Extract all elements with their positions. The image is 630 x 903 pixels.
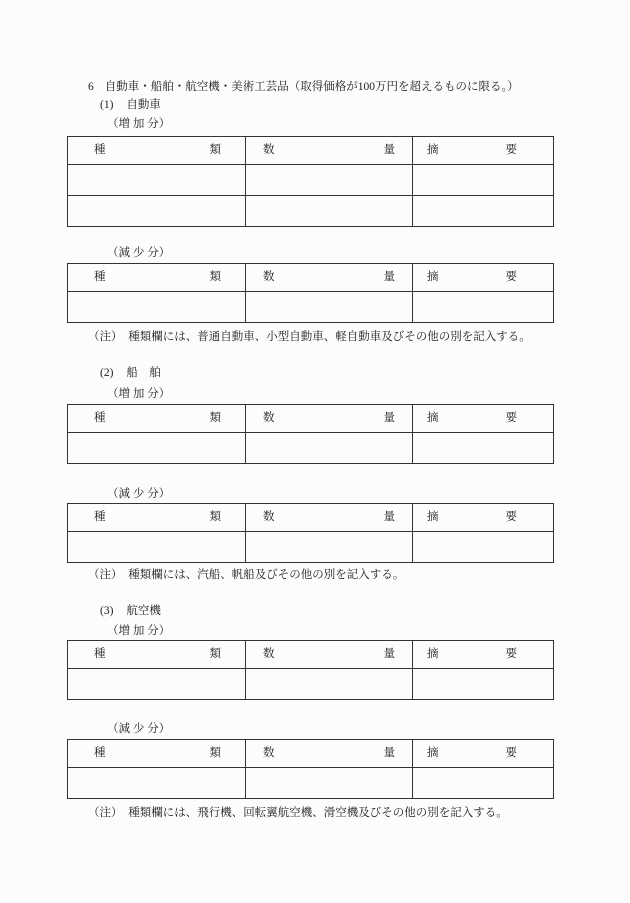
type-cell-empty <box>68 196 246 227</box>
col-header-type-left: 種 <box>94 648 106 660</box>
type-cell-empty <box>68 165 246 196</box>
aircraft-decrease-table <box>67 739 554 799</box>
col-header-type-right: 類 <box>209 144 221 156</box>
table-header-row <box>68 405 554 433</box>
type-cell-empty <box>68 433 246 464</box>
type-cell-empty <box>68 768 246 799</box>
subsection-title-cars <box>100 98 161 113</box>
col-header-quantity <box>246 405 413 433</box>
table-row <box>68 669 554 700</box>
remarks-cell-empty <box>413 669 554 700</box>
quantity-cell-empty <box>246 292 413 323</box>
col-header-remarks-right: 要 <box>505 271 517 283</box>
col-header-quantity-left: 数 <box>263 271 275 283</box>
increase-label-cars: （増 加 分） <box>107 118 171 130</box>
table-header-row <box>68 137 554 165</box>
remarks-cell-empty <box>413 768 554 799</box>
col-header-type <box>68 137 246 165</box>
type-cell-empty <box>68 532 246 563</box>
subsection-title-aircraft <box>100 604 161 619</box>
subsection-name: 航空機 <box>126 605 161 617</box>
col-header-remarks-left: 摘 <box>427 648 439 660</box>
col-header-quantity <box>246 137 413 165</box>
note-aircraft: （注） 種類欄には、飛行機、回転翼航空機、滑空機及びその他の別を記入する。 <box>88 807 508 819</box>
note-ships: （注） 種類欄には、汽船、帆船及びその他の別を記入する。 <box>88 569 405 581</box>
section-heading-number: 6 <box>88 81 94 93</box>
col-header-type <box>68 641 246 669</box>
col-header-quantity-left: 数 <box>263 144 275 156</box>
table-row <box>68 532 554 563</box>
aircraft-increase-table <box>67 640 554 700</box>
col-header-quantity <box>246 641 413 669</box>
col-header-quantity-left: 数 <box>263 648 275 660</box>
quantity-cell-empty <box>246 196 413 227</box>
col-header-remarks <box>413 740 554 768</box>
subsection-name: 自動車 <box>126 99 161 111</box>
ships-increase-table <box>67 404 554 464</box>
col-header-remarks-right: 要 <box>505 511 517 523</box>
col-header-type-right: 類 <box>209 412 221 424</box>
col-header-quantity <box>246 264 413 292</box>
cars-increase-table <box>67 136 554 227</box>
col-header-type-left: 種 <box>94 747 106 759</box>
col-header-remarks-right: 要 <box>505 648 517 660</box>
quantity-cell-empty <box>246 669 413 700</box>
col-header-quantity-left: 数 <box>263 412 275 424</box>
col-header-remarks <box>413 504 554 532</box>
subsection-number: (3) <box>100 605 114 617</box>
decrease-label-aircraft: （減 少 分） <box>107 723 171 735</box>
col-header-quantity-right: 量 <box>383 511 395 523</box>
col-header-remarks <box>413 641 554 669</box>
col-header-quantity-left: 数 <box>263 747 275 759</box>
col-header-remarks-right: 要 <box>505 412 517 424</box>
type-cell-empty <box>68 292 246 323</box>
section-heading-text: 自動車・船舶・航空機・美術工芸品（取得価格が100万円を超えるものに限る。） <box>104 81 519 93</box>
note-cars: （注） 種類欄には、普通自動車、小型自動車、軽自動車及びその他の別を記入する。 <box>88 331 531 343</box>
remarks-cell-empty <box>413 292 554 323</box>
remarks-cell-empty <box>413 165 554 196</box>
remarks-cell-empty <box>413 532 554 563</box>
col-header-quantity <box>246 740 413 768</box>
quantity-cell-empty <box>246 532 413 563</box>
table-header-row <box>68 264 554 292</box>
subsection-title-ships <box>100 366 161 381</box>
col-header-type-left: 種 <box>94 271 106 283</box>
col-header-type <box>68 264 246 292</box>
col-header-remarks <box>413 264 554 292</box>
col-header-type <box>68 504 246 532</box>
col-header-remarks-left: 摘 <box>427 511 439 523</box>
table-header-row <box>68 641 554 669</box>
quantity-cell-empty <box>246 433 413 464</box>
quantity-cell-empty <box>246 165 413 196</box>
table-header-row <box>68 740 554 768</box>
table-header-row <box>68 504 554 532</box>
table-row <box>68 165 554 196</box>
col-header-type-left: 種 <box>94 511 106 523</box>
subsection-number: (1) <box>100 99 114 111</box>
increase-label-aircraft: （増 加 分） <box>107 625 171 637</box>
col-header-remarks-left: 摘 <box>427 747 439 759</box>
col-header-quantity-right: 量 <box>383 747 395 759</box>
col-header-remarks <box>413 137 554 165</box>
increase-label-ships: （増 加 分） <box>107 388 171 400</box>
col-header-quantity-left: 数 <box>263 511 275 523</box>
ships-decrease-table <box>67 503 554 563</box>
col-header-quantity-right: 量 <box>383 144 395 156</box>
decrease-label-ships: （減 少 分） <box>107 488 171 500</box>
remarks-cell-empty <box>413 433 554 464</box>
col-header-type-right: 類 <box>209 271 221 283</box>
col-header-quantity <box>246 504 413 532</box>
col-header-remarks-left: 摘 <box>427 412 439 424</box>
table-row <box>68 196 554 227</box>
quantity-cell-empty <box>246 768 413 799</box>
decrease-label-cars: （減 少 分） <box>107 247 171 259</box>
table-row <box>68 768 554 799</box>
cars-decrease-table <box>67 263 554 323</box>
col-header-type-right: 類 <box>209 511 221 523</box>
section-heading <box>88 80 519 95</box>
col-header-remarks-right: 要 <box>505 144 517 156</box>
subsection-number: (2) <box>100 367 114 379</box>
col-header-type <box>68 405 246 433</box>
col-header-type-right: 類 <box>209 747 221 759</box>
col-header-remarks-left: 摘 <box>427 271 439 283</box>
col-header-remarks-right: 要 <box>505 747 517 759</box>
type-cell-empty <box>68 669 246 700</box>
col-header-type-right: 類 <box>209 648 221 660</box>
col-header-quantity-right: 量 <box>383 412 395 424</box>
col-header-type-left: 種 <box>94 144 106 156</box>
subsection-name: 船 舶 <box>126 367 161 379</box>
table-row <box>68 292 554 323</box>
col-header-quantity-right: 量 <box>383 271 395 283</box>
table-row <box>68 433 554 464</box>
remarks-cell-empty <box>413 196 554 227</box>
col-header-remarks-left: 摘 <box>427 144 439 156</box>
col-header-type-left: 種 <box>94 412 106 424</box>
col-header-remarks <box>413 405 554 433</box>
col-header-quantity-right: 量 <box>383 648 395 660</box>
col-header-type <box>68 740 246 768</box>
